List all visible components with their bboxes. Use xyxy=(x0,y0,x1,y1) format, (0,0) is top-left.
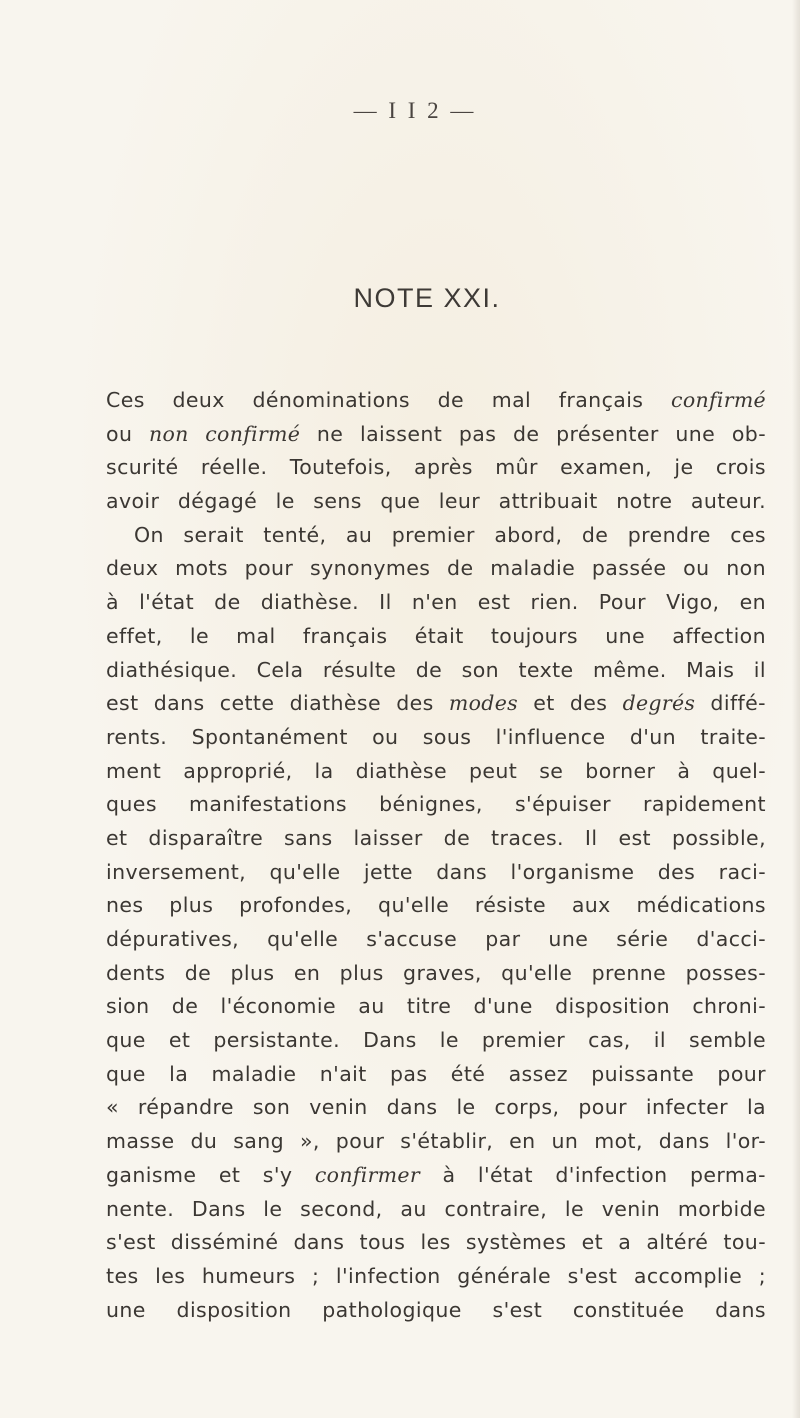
page-number-header: — I I 2 — xyxy=(353,98,477,123)
text-line: est dans cette diathèse des modes et des degrés diffé- xyxy=(106,691,766,716)
text-line: nes plus profondes, qu'elle résiste aux médications xyxy=(106,893,766,918)
text-line: nente. Dans le second, au contraire, le venin morbide xyxy=(106,1196,766,1221)
text-line: tes les humeurs ; l'infection générale s'est accomplie ; xyxy=(106,1263,766,1288)
text-line: ganisme et s'y confirmer à l'état d'infection perma- xyxy=(106,1162,766,1187)
text-line: ques manifestations bénignes, s'épuiser rapidement xyxy=(106,792,766,817)
text-line: ou non confirmé ne laissent pas de présenter une ob- xyxy=(106,421,766,446)
text-line: On serait tenté, au premier abord, de prendre ces xyxy=(134,522,766,547)
text-line: dépuratives, qu'elle s'accuse par une série d'acci- xyxy=(106,927,766,951)
text-line: avoir dégagé le sens que leur attribuait notre auteur. xyxy=(106,489,766,514)
text-line: que la maladie n'ait pas été assez puissante pour xyxy=(106,1061,766,1086)
text-line: et disparaître sans laisser de traces. Il est possible, xyxy=(106,825,766,850)
text-line: une disposition pathologique s'est constituée dans xyxy=(106,1297,766,1322)
text-line: rents. Spontanément ou sous l'influence d'un traite- xyxy=(106,724,766,749)
text-line: dents de plus en plus graves, qu'elle prenne posses- xyxy=(106,960,766,985)
text-line: « répandre son venin dans le corps, pour infecter la xyxy=(106,1095,766,1120)
text-line: sion de l'économie au titre d'une disposition chroni- xyxy=(106,994,766,1019)
text-line: Ces deux dénominations de mal français confirmé xyxy=(106,388,766,412)
text-line: s'est disséminé dans tous les systèmes et a altéré tou- xyxy=(106,1230,766,1255)
text-line: scurité réelle. Toutefois, après mûr examen, je crois xyxy=(106,455,766,480)
text-line: à l'état de diathèse. Il n'en est rien. Pour Vigo, en xyxy=(106,590,766,615)
note-title: NOTE XXI. xyxy=(353,283,501,313)
text-line: inversement, qu'elle jette dans l'organisme des raci- xyxy=(106,859,766,884)
text-line: que et persistante. Dans le premier cas, il semble xyxy=(106,1028,766,1053)
text-line: diathésique. Cela résulte de son texte même. Mais il xyxy=(106,657,766,682)
text-line: ment approprié, la diathèse peut se borner à quel- xyxy=(106,758,766,783)
text-line: effet, le mal français était toujours une affection xyxy=(106,623,766,648)
text-line: masse du sang », pour s'établir, en un mot, dans l'or- xyxy=(106,1129,766,1154)
body-paragraph xyxy=(106,384,766,1327)
page-edge-shadow xyxy=(792,0,800,1418)
text-line: deux mots pour synonymes de maladie passée ou non xyxy=(106,556,766,581)
